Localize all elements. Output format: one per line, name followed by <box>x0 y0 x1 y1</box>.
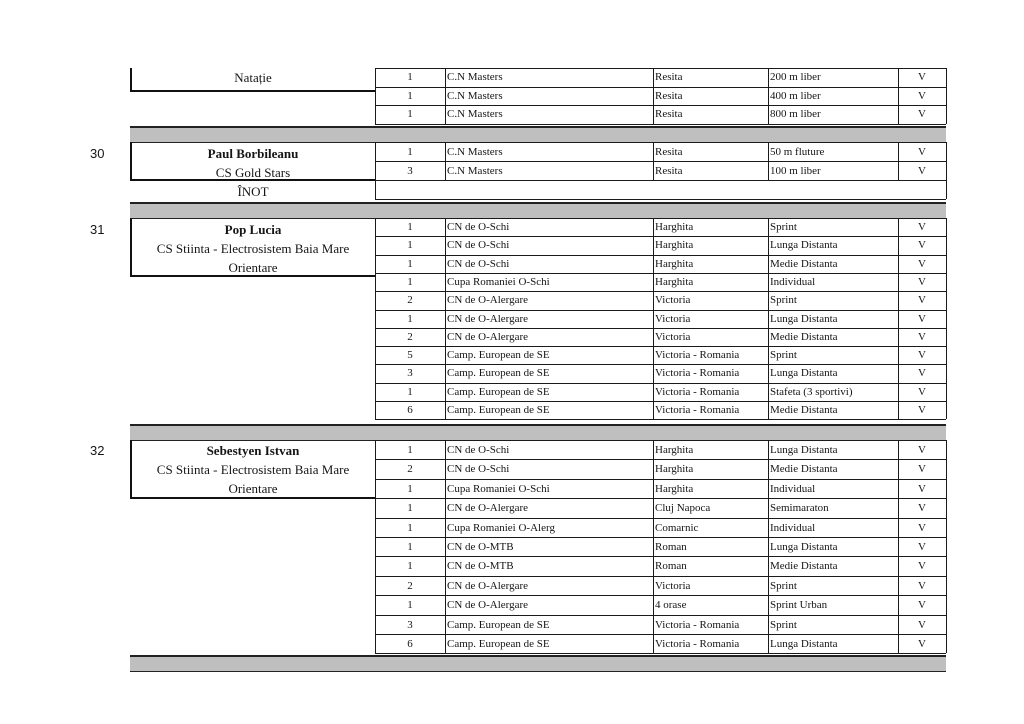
competition-cell: CN de O-Alergare <box>447 330 529 343</box>
location-cell: Resita <box>655 146 683 158</box>
athlete-name: Pop Lucia <box>224 222 282 237</box>
place-cell: 2 <box>407 330 413 343</box>
place-cell: 5 <box>407 349 413 362</box>
place-cell: 6 <box>407 638 413 650</box>
check-cell: V <box>918 618 926 631</box>
event-cell: Individual <box>770 275 816 288</box>
location-cell: Victoria - Romania <box>655 349 740 362</box>
event-cell: Lunga Distanta <box>770 541 838 553</box>
place-cell: 1 <box>407 108 413 120</box>
event-cell: Lunga Distanta <box>770 444 838 456</box>
competition-cell: CN de O-Schi <box>447 463 510 476</box>
separator-bar <box>130 126 946 143</box>
event-cell: Stafeta (3 sportivi) <box>770 385 853 398</box>
check-cell: V <box>918 638 926 650</box>
check-cell: V <box>918 108 926 120</box>
athlete-number: 31 <box>90 222 105 237</box>
competition-cell: C.N Masters <box>447 89 503 102</box>
place-cell: 1 <box>407 482 413 495</box>
competition-cell: CN de O-Schi <box>447 239 510 252</box>
event-cell: Lunga Distanta <box>770 239 838 252</box>
competition-cell: Camp. European de SE <box>447 404 550 416</box>
check-cell: V <box>918 599 926 612</box>
athlete-sport: Orientare <box>228 481 278 496</box>
location-cell: Victoria <box>655 294 691 307</box>
competition-cell: CN de O-Alergare <box>447 502 529 515</box>
athlete-name: Sebestyen Istvan <box>206 443 300 458</box>
event-cell: Medie Distanta <box>770 560 838 573</box>
place-cell: 1 <box>407 221 413 233</box>
location-cell: Harghita <box>655 221 694 233</box>
location-cell: Victoria <box>655 312 691 325</box>
check-cell: V <box>918 239 926 252</box>
check-cell: V <box>918 257 926 270</box>
location-cell: Comarnic <box>655 521 699 534</box>
place-cell: 1 <box>407 239 413 252</box>
competition-cell: CN de O-Alergare <box>447 599 529 612</box>
event-cell: Lunga Distanta <box>770 312 838 325</box>
event-cell: Medie Distanta <box>770 257 838 270</box>
check-cell: V <box>918 579 926 592</box>
location-cell: Cluj Napoca <box>655 502 711 515</box>
location-cell: Victoria - Romania <box>655 618 740 631</box>
competition-cell: CN de O-Alergare <box>447 294 529 307</box>
competition-cell: C.N Masters <box>447 71 503 83</box>
place-cell: 2 <box>407 579 413 592</box>
event-cell: Medie Distanta <box>770 404 838 416</box>
check-cell: V <box>918 294 926 307</box>
athlete-info <box>132 441 374 498</box>
location-cell: Roman <box>655 560 687 573</box>
competition-cell: Cupa Romaniei O-Schi <box>447 482 550 495</box>
place-cell: 1 <box>407 541 413 553</box>
check-cell: V <box>918 367 926 380</box>
competition-cell: CN de O-Alergare <box>447 312 529 325</box>
check-cell: V <box>918 330 926 343</box>
athlete-info <box>132 144 374 201</box>
location-cell: Victoria <box>655 330 691 343</box>
check-cell: V <box>918 221 926 233</box>
event-cell: 50 m fluture <box>770 146 825 158</box>
location-cell: Victoria - Romania <box>655 638 740 650</box>
location-cell: Harghita <box>655 482 694 495</box>
event-cell: 800 m liber <box>770 108 821 120</box>
place-cell: 1 <box>407 257 413 270</box>
event-cell: Sprint <box>770 349 797 362</box>
competition-cell: Camp. European de SE <box>447 367 550 380</box>
place-cell: 6 <box>407 404 413 416</box>
competition-cell: Cupa Romaniei O-Alerg <box>447 521 555 534</box>
event-cell: Medie Distanta <box>770 463 838 476</box>
separator-bar <box>130 655 946 672</box>
location-cell: Harghita <box>655 275 694 288</box>
competition-cell: CN de O-MTB <box>447 560 514 573</box>
location-cell: Victoria <box>655 579 691 592</box>
location-cell: Victoria - Romania <box>655 367 740 380</box>
check-cell: V <box>918 444 926 456</box>
competition-cell: CN de O-Schi <box>447 444 510 456</box>
check-cell: V <box>918 275 926 288</box>
place-cell: 2 <box>407 294 413 307</box>
separator-bar <box>130 424 946 441</box>
athlete-name: Paul Borbileanu <box>207 146 299 161</box>
place-cell: 1 <box>407 444 413 456</box>
athlete-sport: Orientare <box>228 260 278 275</box>
place-cell: 1 <box>407 560 413 573</box>
location-cell: Victoria - Romania <box>655 404 740 416</box>
check-cell: V <box>918 404 926 416</box>
place-cell: 1 <box>407 521 413 534</box>
competition-cell: CN de O-Schi <box>447 221 510 233</box>
place-cell: 3 <box>407 618 413 631</box>
event-cell: Sprint <box>770 579 797 592</box>
athlete-club: CS Stiinta - Electrosistem Baia Mare <box>156 241 350 256</box>
location-cell: Roman <box>655 541 687 553</box>
check-cell: V <box>918 165 926 177</box>
sport-label: Natație <box>234 70 272 85</box>
event-cell: 100 m liber <box>770 165 821 177</box>
event-cell: Sprint <box>770 294 797 307</box>
location-cell: Victoria - Romania <box>655 385 740 398</box>
event-cell: 200 m liber <box>770 71 821 83</box>
event-cell: Medie Distanta <box>770 330 838 343</box>
place-cell: 2 <box>407 463 413 476</box>
athlete-number: 32 <box>90 443 105 458</box>
competition-cell: C.N Masters <box>447 165 503 177</box>
location-cell: 4 orase <box>655 599 687 612</box>
place-cell: 1 <box>407 146 413 158</box>
place-cell: 1 <box>407 312 413 325</box>
event-cell: Individual <box>770 482 816 495</box>
competition-cell: CN de O-MTB <box>447 541 514 553</box>
separator-bar <box>130 202 946 219</box>
check-cell: V <box>918 463 926 476</box>
location-cell: Harghita <box>655 463 694 476</box>
check-cell: V <box>918 541 926 553</box>
check-cell: V <box>918 146 926 158</box>
competition-cell: C.N Masters <box>447 108 503 120</box>
competition-cell: Camp. European de SE <box>447 385 550 398</box>
place-cell: 1 <box>407 275 413 288</box>
location-cell: Resita <box>655 165 683 177</box>
event-cell: Lunga Distanta <box>770 638 838 650</box>
place-cell: 1 <box>407 89 413 102</box>
place-cell: 3 <box>407 165 413 177</box>
check-cell: V <box>918 521 926 534</box>
check-cell: V <box>918 502 926 515</box>
event-cell: 400 m liber <box>770 89 821 102</box>
competition-cell: Camp. European de SE <box>447 638 550 650</box>
check-cell: V <box>918 71 926 83</box>
competition-cell: Camp. European de SE <box>447 618 550 631</box>
athlete-number: 30 <box>90 146 105 161</box>
event-cell: Lunga Distanta <box>770 367 838 380</box>
location-cell: Resita <box>655 71 683 83</box>
competition-cell: CN de O-Alergare <box>447 579 529 592</box>
location-cell: Harghita <box>655 239 694 252</box>
event-cell: Sprint <box>770 221 797 233</box>
event-cell: Sprint Urban <box>770 599 828 612</box>
check-cell: V <box>918 560 926 573</box>
athlete-sport: ÎNOT <box>237 184 269 199</box>
location-cell: Resita <box>655 108 683 120</box>
event-cell: Individual <box>770 521 816 534</box>
competition-cell: Camp. European de SE <box>447 349 550 362</box>
check-cell: V <box>918 482 926 495</box>
check-cell: V <box>918 385 926 398</box>
place-cell: 1 <box>407 502 413 515</box>
location-cell: Resita <box>655 89 683 102</box>
place-cell: 1 <box>407 385 413 398</box>
event-cell: Semimaraton <box>770 502 829 515</box>
competition-cell: C.N Masters <box>447 146 503 158</box>
check-cell: V <box>918 89 926 102</box>
athlete-info <box>132 220 374 277</box>
competition-cell: Cupa Romaniei O-Schi <box>447 275 550 288</box>
competition-cell: CN de O-Schi <box>447 257 510 270</box>
check-cell: V <box>918 312 926 325</box>
check-cell: V <box>918 349 926 362</box>
athlete-club: CS Stiinta - Electrosistem Baia Mare <box>156 462 350 477</box>
athlete-club: CS Gold Stars <box>215 165 291 180</box>
place-cell: 1 <box>407 599 413 612</box>
place-cell: 3 <box>407 367 413 380</box>
location-cell: Harghita <box>655 444 694 456</box>
location-cell: Harghita <box>655 257 694 270</box>
place-cell: 1 <box>407 71 413 83</box>
event-cell: Sprint <box>770 618 797 631</box>
